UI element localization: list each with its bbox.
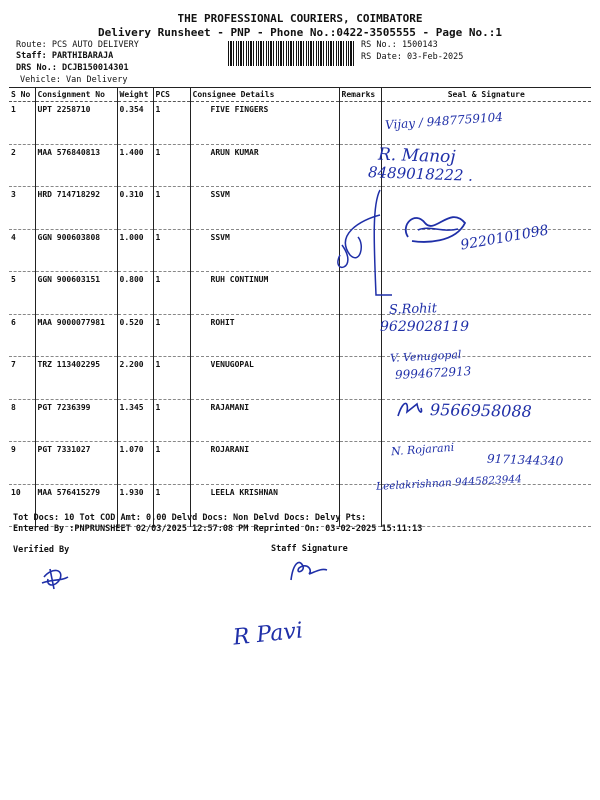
row-weight: 1.070 <box>117 442 153 485</box>
route-label: Route: PCS AUTO DELIVERY <box>16 40 139 50</box>
row-consignee: VENUGOPAL <box>190 357 339 400</box>
handwritten-name-7: V. Venugopal <box>389 348 462 365</box>
row-sno: 4 <box>9 229 35 272</box>
row-pcs: 1 <box>153 484 190 527</box>
handwritten-bottom-signature: R Pavi <box>231 618 305 651</box>
row-sno: 3 <box>9 187 35 230</box>
staff-signature <box>285 556 335 586</box>
col-signature: Seal & Signature <box>381 88 591 102</box>
barcode <box>228 41 354 66</box>
handwritten-name-2: R. Manoj <box>377 144 456 168</box>
row-consignment: HRD 714718292 <box>35 187 117 230</box>
col-pcs: PCS <box>153 88 190 102</box>
handwritten-phone-7: 9994672913 <box>394 364 472 382</box>
handwritten-signature-10: Leelakrishnan 9445823944 <box>375 473 523 493</box>
row-pcs: 1 <box>153 442 190 485</box>
handwritten-phone-9: 9171344340 <box>486 451 564 469</box>
runsheet-subtitle: Delivery Runsheet - PNP - Phone No.:0422-3505555 - Page No.:1 <box>98 26 502 39</box>
handwritten-phone-2: 8489018222 . <box>367 163 474 185</box>
row-pcs: 1 <box>153 272 190 315</box>
rs-number: RS No.: 1500143 <box>361 40 438 50</box>
vehicle-label: Vehicle: Van Delivery <box>20 75 128 85</box>
col-remarks: Remarks <box>339 88 381 102</box>
row-consignment: PGT 7331027 <box>35 442 117 485</box>
rs-date: RS Date: 03-Feb-2025 <box>361 52 464 62</box>
handwritten-name-6: S.Rohit <box>388 301 438 318</box>
row-weight: 1.930 <box>117 484 153 527</box>
row-consignment: PGT 7236399 <box>35 399 117 442</box>
row-consignee: LEELA KRISHNAN <box>190 484 339 527</box>
row-weight: 2.200 <box>117 357 153 400</box>
row-consignee: SSVM <box>190 229 339 272</box>
row-consignee: ROJARANI <box>190 442 339 485</box>
row-sno: 9 <box>9 442 35 485</box>
staff-label: Staff: PARTHIBARAJA <box>16 51 114 61</box>
row-pcs: 1 <box>153 144 190 187</box>
row-sno: 1 <box>9 102 35 145</box>
table-row <box>9 144 591 187</box>
entered-by-line: Entered By :PNPRUNSHEET 02/03/2025 12:57:08 PM Reprinted On: 03-02-2025 15:11:13 <box>13 524 423 534</box>
row-pcs: 1 <box>153 399 190 442</box>
row-weight: 1.345 <box>117 399 153 442</box>
row-weight: 1.400 <box>117 144 153 187</box>
verified-by-label: Verified By <box>13 545 70 555</box>
row-weight: 0.354 <box>117 102 153 145</box>
table-row <box>9 314 591 357</box>
table-row <box>9 102 591 145</box>
row-sno: 6 <box>9 314 35 357</box>
col-consignment: Consignment No <box>35 88 117 102</box>
table-header-row <box>9 88 591 102</box>
row-sno: 10 <box>9 484 35 527</box>
row-pcs: 1 <box>153 102 190 145</box>
col-consignee: Consignee Details <box>190 88 339 102</box>
row-pcs: 1 <box>153 357 190 400</box>
row-weight: 0.800 <box>117 272 153 315</box>
row-pcs: 1 <box>153 229 190 272</box>
totals-line: Tot Docs: 10 Tot COD Amt: 0.00 Delvd Docs: Non Delvd Docs: Delvy Pts: <box>13 513 367 523</box>
row-weight: 1.000 <box>117 229 153 272</box>
row-consignment: MAA 576840813 <box>35 144 117 187</box>
row-remarks <box>339 357 381 400</box>
staff-signature-label: Staff Signature <box>271 544 348 554</box>
row-remarks <box>339 399 381 442</box>
row-remarks <box>339 442 381 485</box>
row-consignee: FIVE FINGERS <box>190 102 339 145</box>
table-row <box>9 357 591 400</box>
row-consignment: MAA 9000077981 <box>35 314 117 357</box>
row-sno: 5 <box>9 272 35 315</box>
row-weight: 0.520 <box>117 314 153 357</box>
handwritten-phone-4: 9220101098 <box>459 222 550 254</box>
initial-scribble-8 <box>395 398 425 420</box>
row-consignment: UPT 2258710 <box>35 102 117 145</box>
row-consignee: ARUN KUMAR <box>190 144 339 187</box>
row-consignment: GGN 900603151 <box>35 272 117 315</box>
col-weight: Weight <box>117 88 153 102</box>
row-consignee: ROHIT <box>190 314 339 357</box>
handwritten-name-9: N. Rojarani <box>390 440 455 459</box>
row-remarks <box>339 314 381 357</box>
row-remarks <box>339 102 381 145</box>
row-consignee: RAJAMANI <box>190 399 339 442</box>
row-sno: 7 <box>9 357 35 400</box>
row-consignment: GGN 900603808 <box>35 229 117 272</box>
row-sno: 2 <box>9 144 35 187</box>
handwritten-phone-6: 9629028119 <box>380 319 470 335</box>
drs-number: DRS No.: DCJB150014301 <box>16 63 129 73</box>
col-sno: S No <box>9 88 35 102</box>
handwritten-signature-1: Vijay / 9487759104 <box>384 109 504 133</box>
row-consignee: SSVM <box>190 187 339 230</box>
verifier-signature <box>38 565 72 593</box>
row-weight: 0.310 <box>117 187 153 230</box>
row-sno: 8 <box>9 399 35 442</box>
row-consignee: RUH CONTINUM <box>190 272 339 315</box>
row-consignment: MAA 576415279 <box>35 484 117 527</box>
row-consignment: TRZ 113402295 <box>35 357 117 400</box>
row-pcs: 1 <box>153 187 190 230</box>
company-name: THE PROFESSIONAL COURIERS, COIMBATORE <box>177 12 423 25</box>
row-pcs: 1 <box>153 314 190 357</box>
handwritten-phone-8: 9566958088 <box>429 400 532 421</box>
